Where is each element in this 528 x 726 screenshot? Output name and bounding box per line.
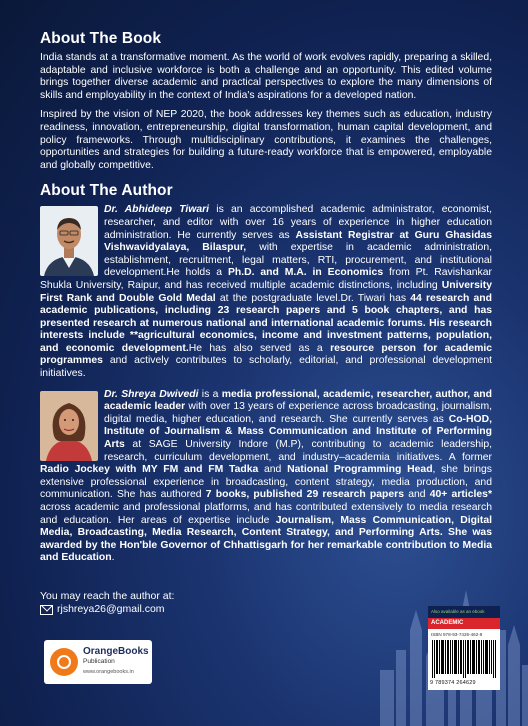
publisher-sub: Publication — [83, 658, 115, 665]
publisher-url: www.orangebooks.in — [83, 669, 134, 675]
mail-icon — [40, 605, 53, 615]
author-1-name: Dr. Abhideep Tiwari — [104, 204, 210, 216]
about-book-paragraph-1: India stands at a transformative moment. As the world of work evolves rapidly, preparing a skilled, adaptable and inclusive workforce is both a challenge and an opportunity. This edited volume brings together diverse academic and practical perspectives to explore the many dimensions of skills and employability in the context of India's aspirations for a developed nation. — [40, 52, 492, 101]
contact-email[interactable]: rjshreya26@gmail.com — [57, 603, 165, 615]
barcode-label — [428, 606, 500, 690]
barcode-icon — [432, 640, 496, 678]
about-book-paragraph-2: Inspired by the vision of NEP 2020, the book addresses key themes such as education, industry readiness, innovation, entrepreneurship, digital transformation, human capital development, and policy frameworks. Through multidisciplinary contributions, it examines the challenges, opportunities and strategies for building a future-ready workforce that is empowered, employable and globally competitive. — [40, 109, 492, 171]
author-1-photo — [40, 206, 98, 276]
publisher-logo — [44, 640, 152, 684]
author-2-photo — [40, 391, 98, 461]
publisher-name: OrangeBooks — [83, 646, 149, 657]
about-book-heading: About The Book — [40, 30, 162, 47]
ebook-availability: Also available as an ebook — [428, 606, 500, 618]
text-content — [40, 30, 492, 565]
contact-line: You may reach the author at: — [40, 590, 175, 602]
barcode-number: 9 789374 264629 — [430, 680, 476, 686]
author-1-bio: Dr. Abhideep Tiwari is an accomplished academic administrator, economist, researcher, and editor with over 16 years of experience in higher education administration. He currently serves as Assistant Registrar at Guru Ghasidas Vishwavidyalaya, Bilaspur, with expertise in academic administration, establishment, recruitment, legal matters, RTI, procurement, and institutional development.He holds a Ph.D. and M.A. in Economics from Pt. Ravishankar Shukla University, Raipur, and has received multiple academic distinctions, including University First Rank and Double Gold Medal at the postgraduate level.Dr. Tiwari has 44 research and academic publications, including 23 research papers and 5 book chapters, and has presented research at numerous national and international academic forums. His research interests include **agricultural economics, income and investment patterns, population, and economic development.He has also served as a resource person for academic programmes and actively contributes to scholarly, editorial, and professional development initiatives. — [40, 204, 493, 380]
isbn-text: ISBN 978-93-7426-462-9 — [431, 632, 483, 637]
orangebooks-logo-icon — [50, 648, 78, 676]
contact-email-row — [40, 603, 174, 616]
contact-info — [40, 590, 174, 616]
category-label: ACADEMIC — [428, 618, 500, 629]
author-2-bio: Dr. Shreya Dwivedi is a media professional, academic, researcher, author, and academic leader with over 13 years of experience across broadcasting, journalism, digital media, higher education, and research. She currently serves as Co-HOD, Institute of Journalism & Mass Communication and Institute of Performing Arts at SAGE University Indore (M.P), contributing to academic leadership, research, curriculum development, and industry–academia initiatives. A former Radio Jockey with MY FM and FM Tadka and National Programming Head, she brings extensive professional experience in broadcasting, content strategy, media production, and communication. She has authored 7 books, published 29 research papers and 40+ articles* across academic and professional platforms, and has contributed extensively to media research and education. Her areas of expertise include Journalism, Mass Communication, Digital Media, Broadcasting, Media Research, Content Strategy, and Performing Arts. She was awarded by the Hon'ble Governor of Chhattisgarh for her remarkable contribution to Media and Education. — [40, 388, 493, 564]
author-2-block — [40, 389, 492, 565]
about-author-heading: About The Author — [40, 182, 173, 200]
author-1-block — [40, 204, 492, 380]
author-2-name: Dr. Shreya Dwivedi — [104, 388, 199, 400]
